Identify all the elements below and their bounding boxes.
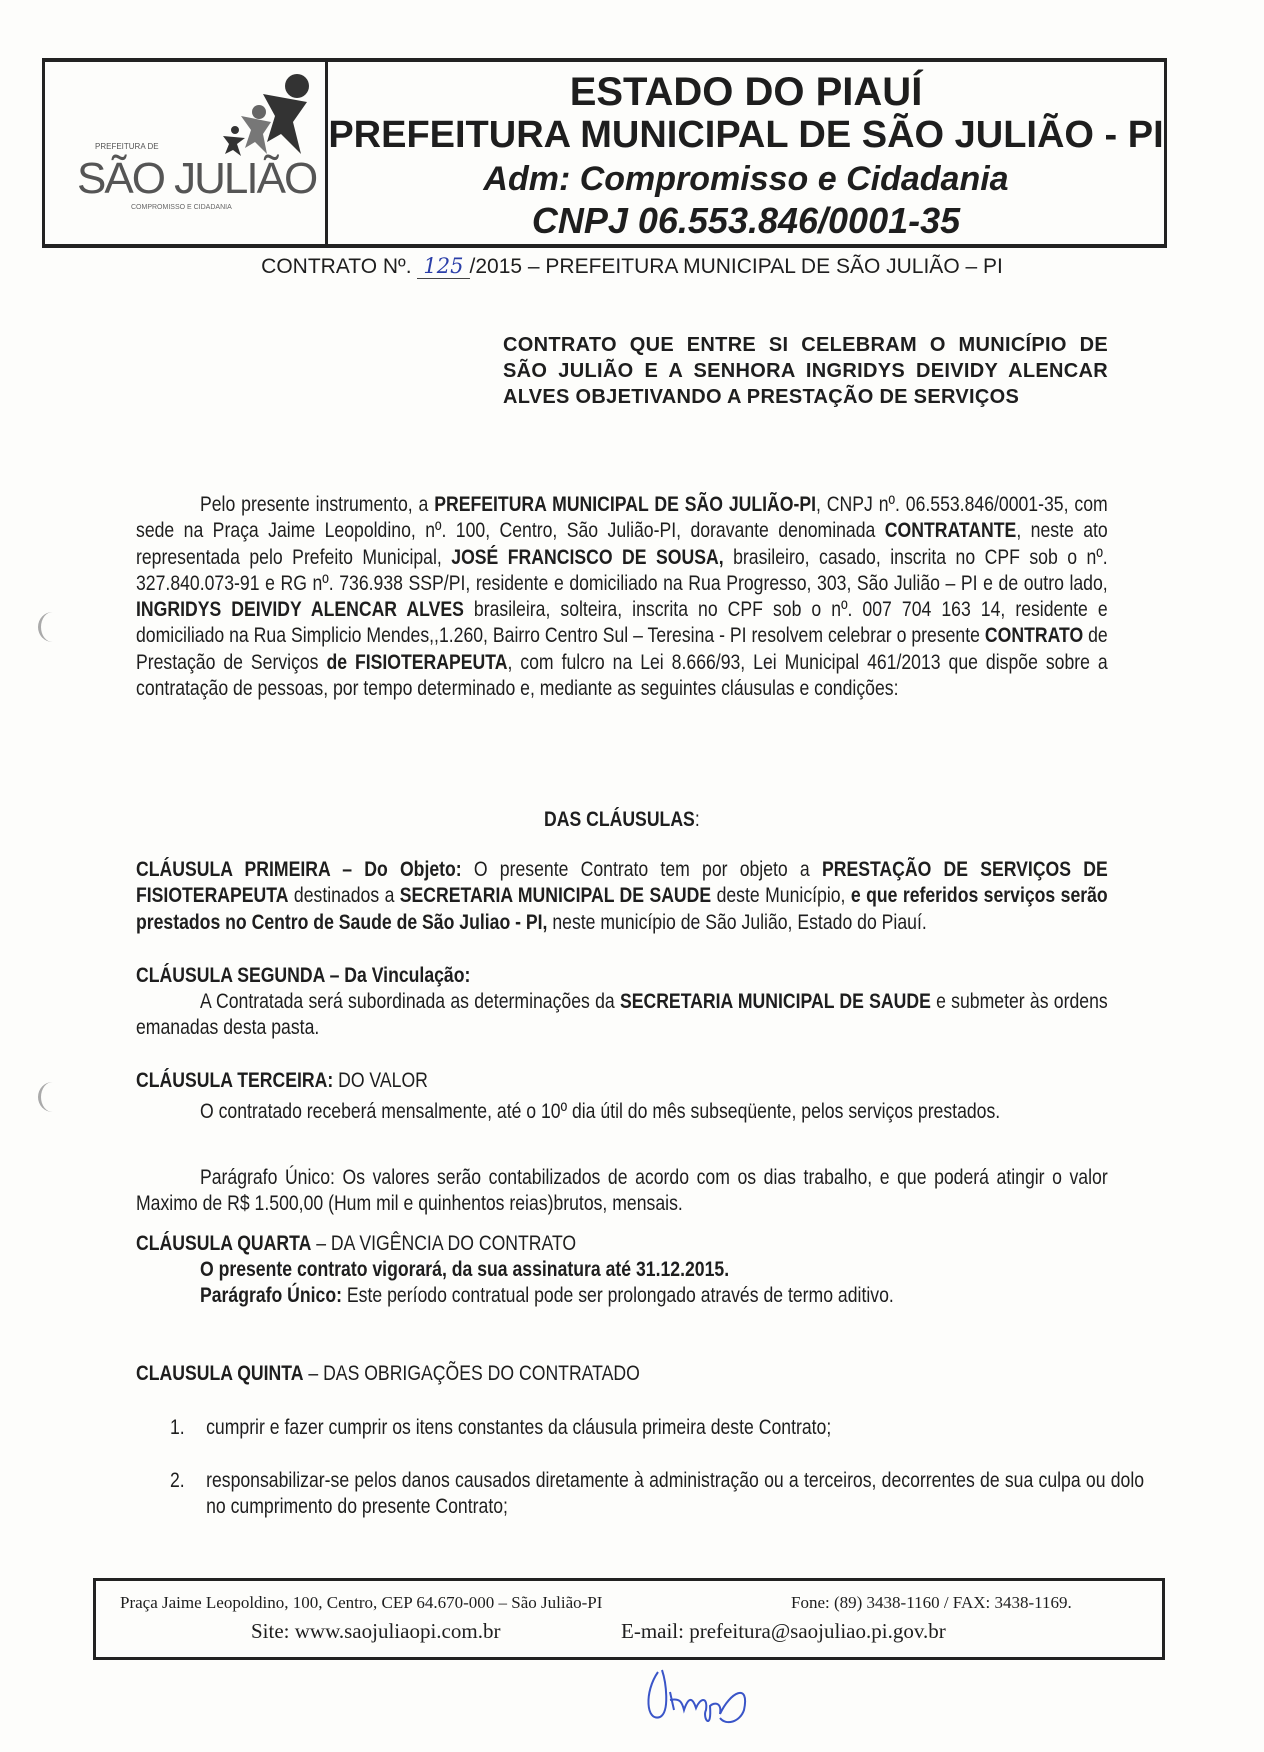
clausula-terceira-text	[136, 1098, 1108, 1124]
clausula-terceira-text-text	[136, 1098, 1108, 1124]
paragrafo-unico-valor-text	[136, 1164, 1108, 1217]
logo-name: SÃO JULIÃO	[77, 154, 317, 203]
bold-text-segment: Parágrafo Único:	[199, 1283, 343, 1307]
text-segment: Este período contratual pode ser prolongado através de termo aditivo.	[342, 1283, 894, 1307]
text-segment: brasileiro, casado, inscrita no CPF sob o nº. 327.840.073-91 e RG nº. 736.938 SSP/PI, residente e domiciliado na Rua Progresso, 303, São Julião – PI e de outro lado,	[136, 544, 1108, 595]
bold-text-segment: O presente contrato vigorará, da sua assinatura até 31.12.2015.	[199, 1257, 730, 1281]
logo-top-text: PREFEITURA DE	[95, 142, 159, 151]
letterhead	[42, 58, 1167, 248]
paragrafo-unico-vigencia	[136, 1282, 1108, 1308]
bold-text-segment: CLÁUSULA PRIMEIRA – Do Objeto:	[136, 857, 462, 881]
bold-text-segment: CLÁUSULA QUARTA	[136, 1231, 312, 1255]
clausula-quarta	[136, 1230, 1108, 1256]
contract-prefix: CONTRATO Nº.	[261, 255, 412, 278]
intro	[136, 491, 1108, 701]
clausula-quarta-text	[136, 1256, 1108, 1282]
bold-text-segment: SECRETARIA MUNICIPAL DE SAUDE	[399, 883, 712, 908]
bold-text-segment: CLÁUSULA TERCEIRA:	[136, 1068, 334, 1092]
paragrafo-unico-valor	[136, 1164, 1108, 1217]
text-segment: DO VALOR	[333, 1068, 428, 1092]
text-segment: – DAS OBRIGAÇÕES DO CONTRATADO	[303, 1361, 640, 1385]
list-number: 2.	[170, 1468, 185, 1492]
bold-text-segment: CONTRATO	[984, 623, 1084, 648]
people-stars-logo-icon	[45, 64, 325, 164]
das-clausulas	[136, 806, 1108, 832]
clausula-terceira-text	[136, 1067, 1108, 1093]
list-item	[170, 1467, 1145, 1520]
text-segment: O presente Contrato tem por objeto a	[461, 857, 822, 881]
clausula-quinta-text	[136, 1360, 1108, 1386]
letterhead-text	[328, 62, 1164, 244]
footer-email: E-mail: prefeitura@saojuliao.pi.gov.br	[621, 1619, 946, 1643]
text-segment: , CNPJ nº. 06.553.846/0001-35, com sede na Praça Jaime Leopoldino, nº. 100, Centro, São Julião-PI, doravante denominada	[136, 492, 1108, 543]
clausula-terceira	[136, 1067, 1108, 1093]
clausula-primeira	[136, 856, 1108, 935]
bold-text-segment: JOSÉ FRANCISCO DE SOUSA,	[451, 544, 724, 569]
contract-number-line	[0, 254, 1264, 279]
clausula-quinta	[136, 1360, 1108, 1386]
list-number: 1.	[170, 1415, 185, 1439]
motto: Adm: Compromisso e Cidadania	[483, 160, 1009, 198]
logo-tagline: COMPROMISSO E CIDADANIA	[131, 204, 232, 211]
bold-text-segment: PRESTAÇÃO DE SERVIÇOS DE FISIOTERAPEUTA	[136, 857, 1108, 908]
clausula-segunda-text	[136, 962, 1108, 988]
footer-site: Site: www.saojuliaopi.com.br	[251, 1619, 501, 1643]
text-segment: – DA VIGÊNCIA DO CONTRATO	[311, 1231, 577, 1255]
clausula-segunda-text	[136, 988, 1108, 1041]
text-segment: neste município de São Julião, Estado do Piauí.	[547, 909, 927, 934]
punch-hole-mark	[38, 612, 67, 642]
text-segment: e submeter às ordens emanadas desta pasta.	[136, 989, 1108, 1040]
footer-address: Praça Jaime Leopoldino, 100, Centro, CEP 64.670-000 – São Julião-PI	[120, 1593, 603, 1612]
list-text: cumprir e fazer cumprir os itens constantes da cláusula primeira deste Contrato;	[206, 1415, 832, 1439]
footer	[93, 1578, 1165, 1660]
text-segment: Parágrafo Único: Os valores serão contabilizados de acordo com os dias trabalho, e que poderá atingir o valor Maximo de R$ 1.500,00 (Hum mil e quinhentos reias)brutos, mensais.	[136, 1165, 1108, 1216]
bold-text-segment: e que referidos serviços serão prestados no Centro de Saude de São Juliao - PI,	[136, 883, 1108, 934]
bold-text-segment: DAS CLÁUSULAS	[543, 807, 695, 831]
intro-text	[136, 491, 1108, 701]
text-segment: de Prestação de Serviços	[136, 623, 1108, 674]
clausula-quarta-text-text	[136, 1256, 1108, 1282]
contract-title: CONTRATO QUE ENTRE SI CELEBRAM O MUNICÍPIO DE SÃO JULIÃO E A SENHORA INGRIDYS DEIVIDY ALENCAR ALVES OBJETIVANDO A PRESTAÇÃO DE SERVIÇOS	[503, 334, 1108, 408]
das-clausulas-text	[136, 806, 1108, 832]
text-segment: A Contratada será subordinada as determinações da	[199, 989, 620, 1013]
bold-text-segment: CONTRATANTE	[884, 518, 1017, 543]
contract-number-handwritten: 125	[417, 254, 469, 279]
bold-text-segment: CLÁUSULA SEGUNDA – Da Vinculação:	[136, 963, 471, 987]
text-segment: deste Município,	[711, 883, 851, 908]
clausula-quarta-text	[136, 1230, 1108, 1256]
bold-text-segment: PREFEITURA MUNICIPAL DE SÃO JULIÃO-PI	[434, 492, 816, 516]
clausula-primeira-text	[136, 856, 1108, 935]
signature-icon	[640, 1662, 770, 1737]
list-item	[170, 1414, 1108, 1440]
prefeitura-name: PREFEITURA MUNICIPAL DE SÃO JULIÃO - PI	[328, 114, 1164, 156]
text-segment: , com fulcro na Lei 8.666/93, Lei Municipal 461/2013 que dispõe sobre a contratação de pessoas, por tempo determinado e, mediante as seguintes cláusulas e condições:	[136, 649, 1108, 701]
punch-hole-mark	[38, 1082, 67, 1112]
clausula-segunda-text-text	[136, 988, 1108, 1041]
bold-text-segment: CLAUSULA QUINTA	[136, 1361, 304, 1385]
text-segment: :	[694, 807, 700, 831]
list-text: responsabilizar-se pelos danos causados diretamente à administração ou a terceiros, decorrentes de sua culpa ou dolo no cumprimento do presente Contrato;	[206, 1468, 1145, 1519]
cnpj: CNPJ 06.553.846/0001-35	[531, 200, 961, 241]
text-segment: brasileira, solteira, inscrita no CPF sob o nº. 007 704 163 14, residente e domiciliado na Rua Simplicio Mendes,,1.260, Bairro Centro Sul – Teresina - PI resolvem celebrar o presente	[136, 597, 1108, 648]
clausula-segunda	[136, 962, 1108, 988]
state-name: ESTADO DO PIAUÍ	[569, 70, 923, 114]
text-segment: O contratado receberá mensalmente, até o 10º dia útil do mês subseqüente, pelos serviços prestados.	[199, 1099, 1001, 1123]
paragrafo-unico-vigencia-text	[136, 1282, 1108, 1308]
text-segment: Pelo presente instrumento, a	[199, 492, 435, 516]
text-segment: destinados a	[288, 883, 400, 908]
logo	[45, 62, 328, 244]
text-segment: , neste ato representada pelo Prefeito Municipal,	[136, 518, 1108, 569]
bold-text-segment: INGRIDYS DEIVIDY ALENCAR ALVES	[136, 597, 464, 622]
bold-text-segment: de FISIOTERAPEUTA	[326, 649, 508, 674]
bold-text-segment: SECRETARIA MUNICIPAL DE SAUDE	[619, 989, 931, 1013]
footer-phone: Fone: (89) 3438-1160 / FAX: 3438-1169.	[791, 1593, 1072, 1612]
contract-suffix: /2015 – PREFEITURA MUNICIPAL DE SÃO JULIÃO – PI	[469, 255, 1003, 278]
